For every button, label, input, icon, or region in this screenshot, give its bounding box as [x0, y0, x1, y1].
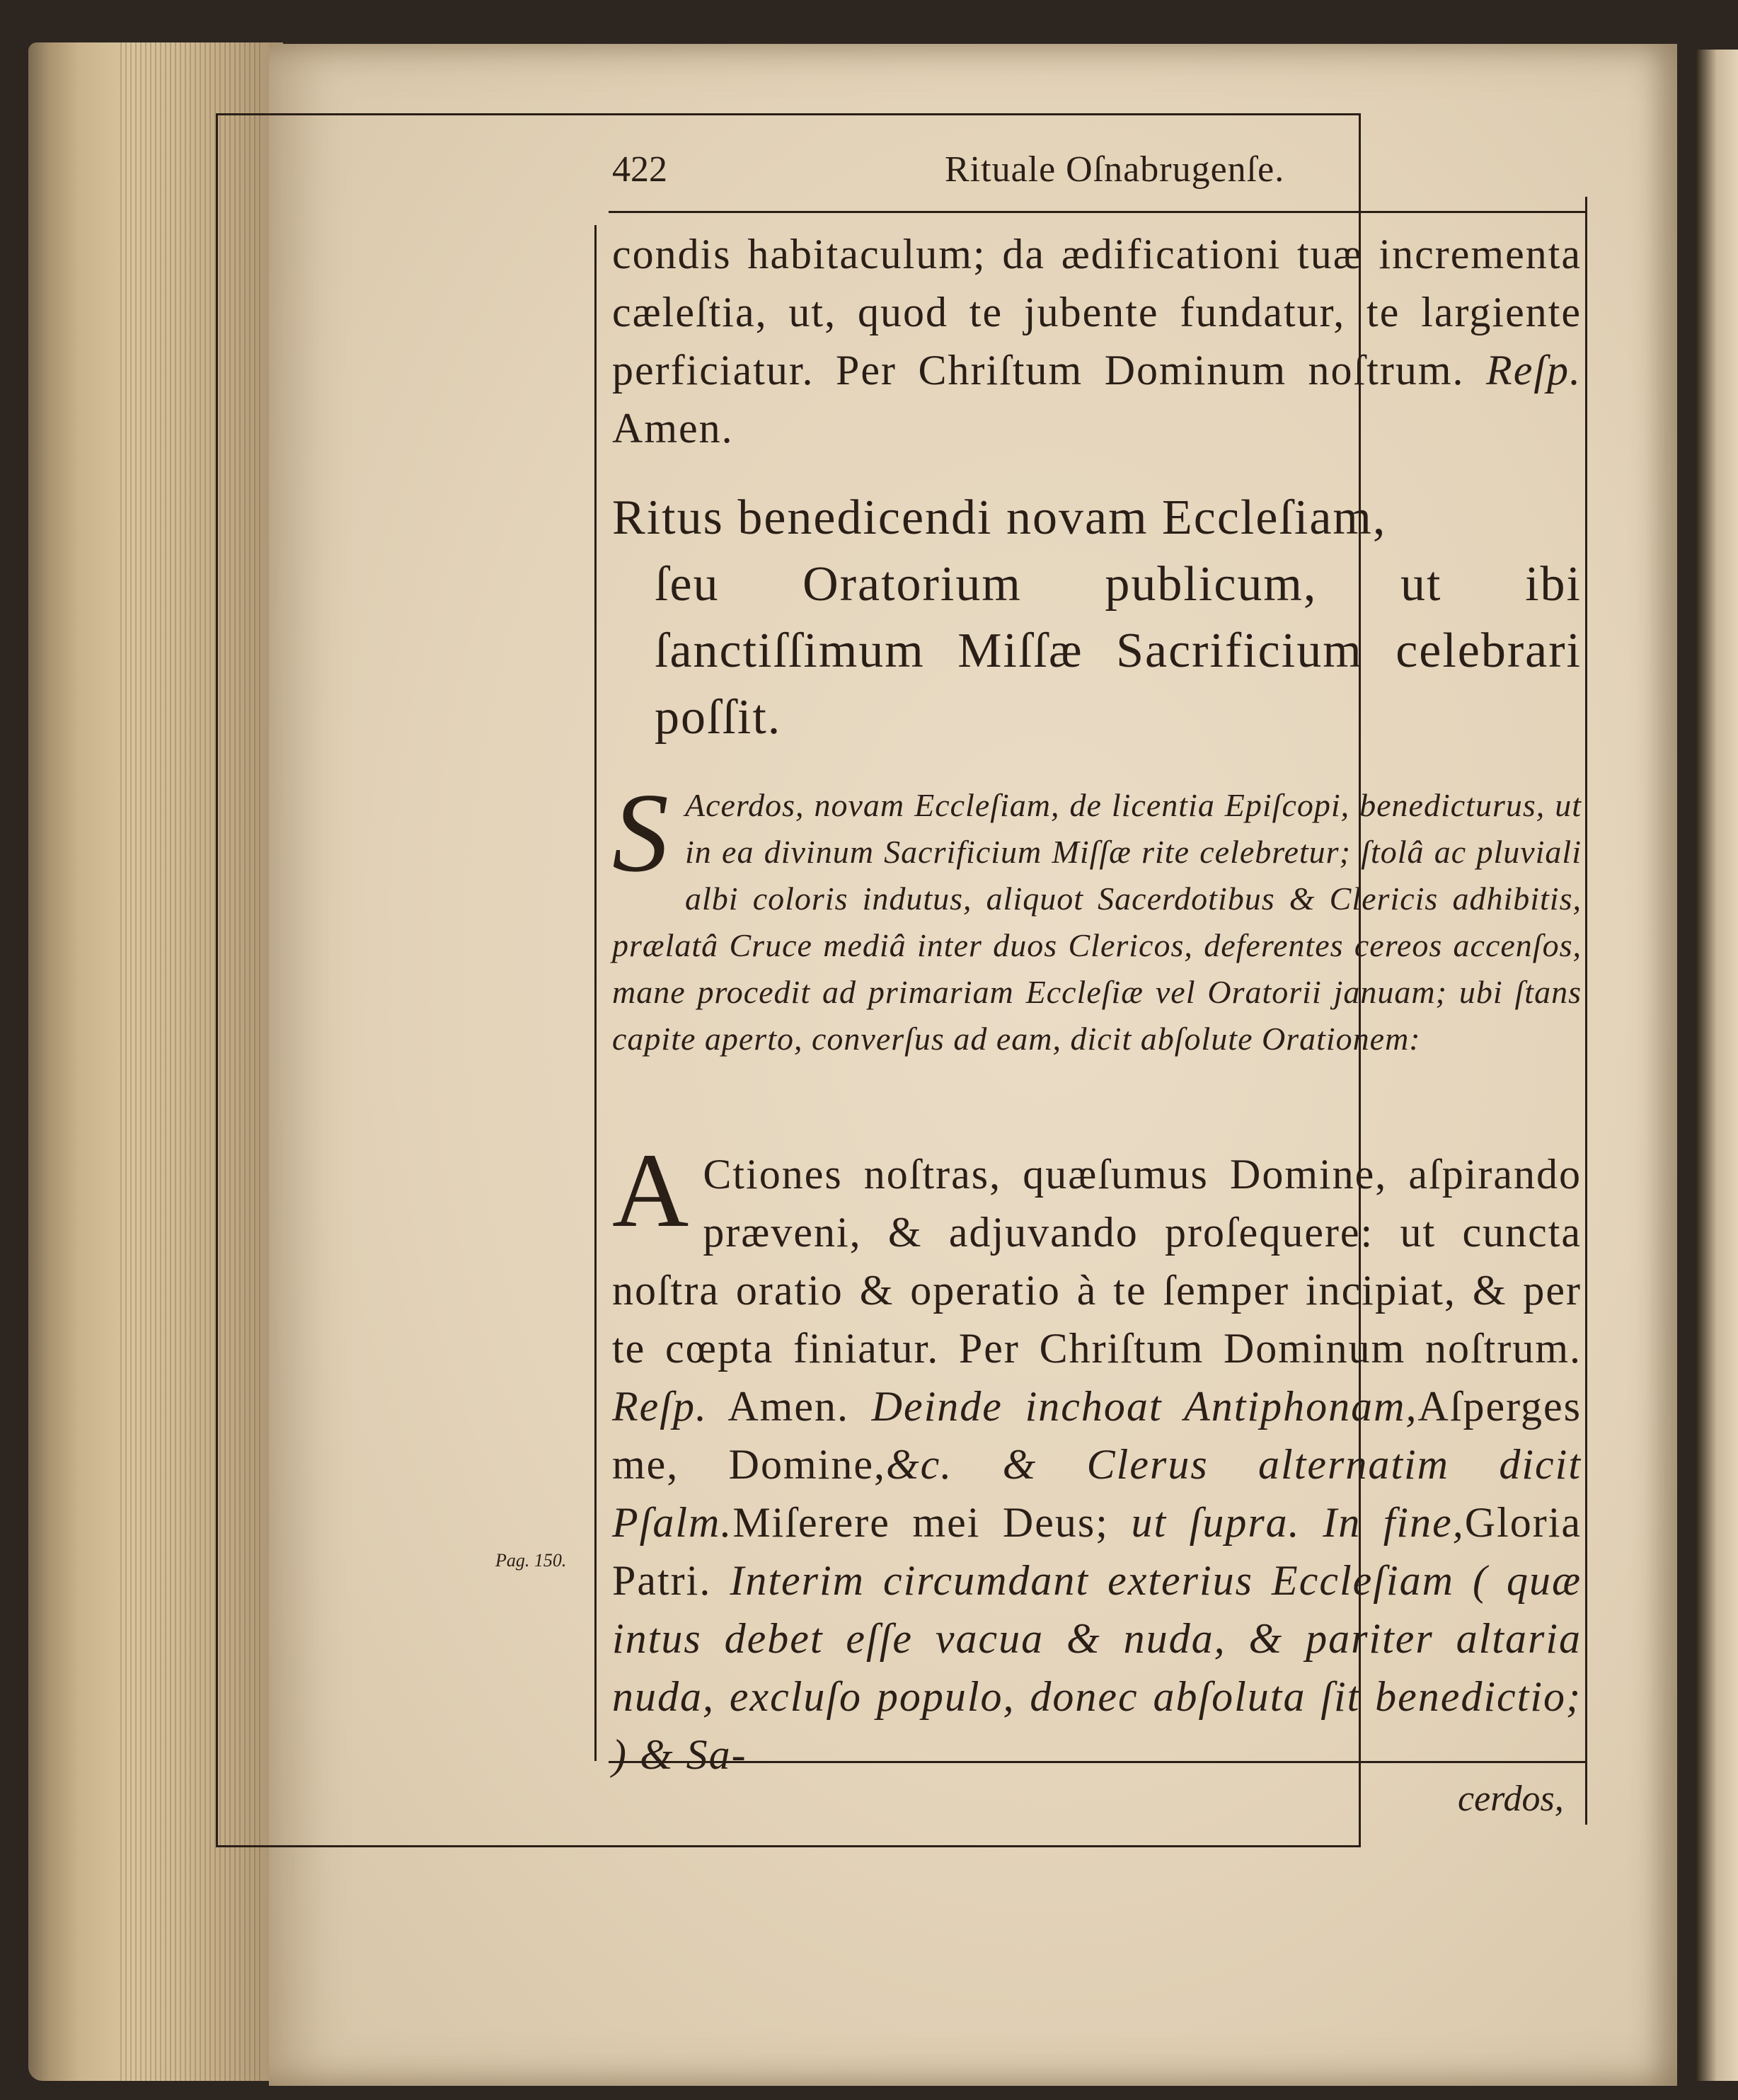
prayer-rubric-4: Interim circumdant exterius Eccleſiam ( quæ intus debet eſſe vacua & nuda, & pariter altaria nuda, excluſo populo, donec abſoluta ſit benedictio; ) & Sa- — [612, 1557, 1582, 1778]
section-heading — [612, 485, 1582, 751]
dropcap-a: A — [612, 1132, 691, 1249]
prayer-text-3: Aſperges me, Domine, — [612, 1383, 1582, 1488]
margin-note: Pag. 150. — [495, 1550, 567, 1571]
heading-first-line: Ritus benedicendi novam Eccleſiam, — [612, 490, 1387, 545]
prayer-text-2: Amen. — [707, 1383, 872, 1430]
facing-page-edge — [1696, 50, 1738, 2081]
paragraph-continuation — [612, 225, 1582, 457]
heading-rest: ſeu Oratorium publicum, ut ibi ſanctiſſimum Miſſæ Sacrificium celebrari poſſit. — [655, 557, 1582, 745]
text-rule-right — [1585, 197, 1587, 1825]
prayer-text-5: Gloria Patri. — [612, 1499, 1582, 1604]
dropcap-s: S — [612, 769, 669, 895]
prayer-rubric-2: &c. & Clerus alternatim dicit Pſalm. — [612, 1441, 1582, 1546]
prayer-rubric-1: Deinde inchoat Antiphonam, — [871, 1383, 1418, 1430]
header-rule — [609, 211, 1585, 213]
rubric-text: Acerdos, novam Eccleſiam, de licentia Epiſcopi, benedicturus, ut in ea divinum Sacrificium Miſſæ rite celebretur; ſtolâ ac pluviali albi coloris indutus, aliquot Sacerdotibus & Clericis adhibitis, prælatâ Cruce mediâ inter duos Clericos, deferentes cereos accenſos, mane procedit ad primariam Eccleſiæ vel Oratorii januam; ubi ſtans capite aperto, converſus ad eam, dicit abſolute Orationem: — [612, 787, 1582, 1057]
prayer-text-1: Ctiones noſtras, quæſumus Domine, aſpirando præveni, & adjuvando proſequere: ut cuncta noſtra oratio & operatio à te ſemper incipiat, & per te cœpta finiatur. Per Chriſtum Dominum noſtrum. — [612, 1151, 1582, 1372]
running-title: Rituale Oſnabrugenſe. — [945, 149, 1285, 190]
prayer-rubric-3: ut ſupra. In fine, — [1131, 1499, 1465, 1546]
prayer-response-label: Reſp. — [612, 1383, 708, 1430]
text-rule-left — [594, 225, 597, 1761]
rubric-paragraph — [612, 769, 1582, 1062]
prayer-text-4: Miſerere mei Deus; — [732, 1499, 1132, 1546]
catchword: cerdos, — [1458, 1779, 1564, 1819]
amen-text: Amen. — [612, 405, 734, 452]
prayer-paragraph — [612, 1132, 1582, 1784]
paragraph-text: condis habitaculum; da ædificationi tuæ incrementa cæleſtia, ut, quod te jubente fundatur, te largiente perficiatur. Per Chriſtum Dominum noſtrum. — [612, 231, 1582, 394]
page-number: 422 — [612, 149, 667, 190]
response-label: Reſp. — [1486, 347, 1582, 394]
